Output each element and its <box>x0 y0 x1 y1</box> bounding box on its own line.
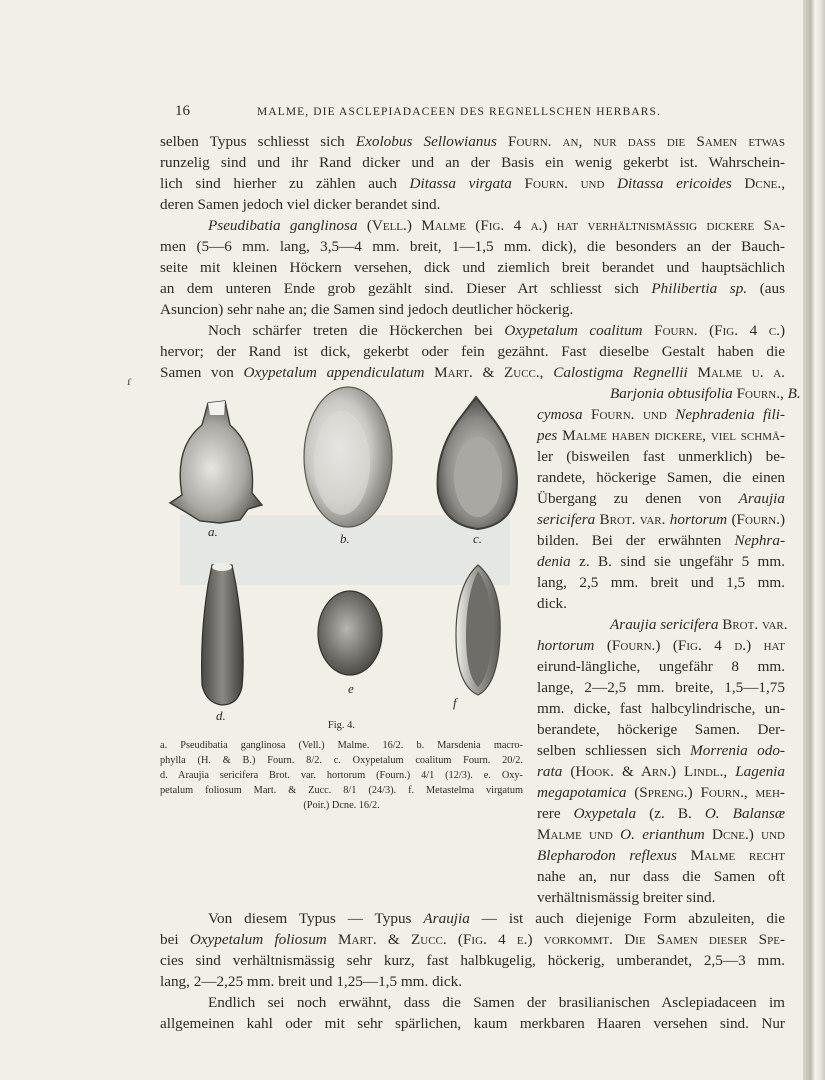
book-spine-edge <box>803 0 825 1080</box>
figure-caption-line: phylla (H. & B.) Fourn. 8/2. c. Oxypetalum coalitum Fourn. 20/2. <box>160 755 523 766</box>
figure-caption-line: (Poir.) Dcne. 16/2. <box>303 800 380 811</box>
text-line: bei Oxypetalum foliosum Mart. & Zucc. (Fig. 4 e.) vorkommt. Die Samen dieser Spe- <box>160 931 785 948</box>
running-title: MALME, DIE ASCLEPIADACEEN DES REGNELLSCHEN HERBARS. <box>257 106 661 118</box>
text-line: cymosa Fourn. und Nephradenia fili- <box>537 406 785 423</box>
text-line: pes Malme haben dickere, viel schmä- <box>537 427 785 444</box>
text-line: dick. <box>537 595 567 612</box>
text-line: Malme und O. erianthum Dcne.) und <box>537 826 785 843</box>
running-header <box>175 103 785 123</box>
seed-figure <box>160 385 530 725</box>
figure-label-f: f <box>453 695 457 710</box>
seed-e-illustration <box>318 591 382 675</box>
seed-b-illustration <box>304 387 392 527</box>
text-line: Samen von Oxypetalum appendiculatum Mart. & Zucc., Calostigma Regnellii Malme u. a. <box>160 364 785 381</box>
text-line: an dem unteren Ende grob gezählt sind. Dieser Art schliesst sich Philibertia sp. (aus <box>160 280 785 297</box>
text-line: selben schliessen sich Morrenia odo- <box>537 742 785 759</box>
text-line: lang, 2—2,25 mm. breit und 1,25—1,5 mm. dick. <box>160 973 463 990</box>
text-line: eirund-längliche, ungefähr 8 mm. <box>537 658 785 675</box>
text-line: rata (Hook. & Arn.) Lindl., Lagenia <box>537 763 785 780</box>
text-line: Asuncion) sehr nahe an; die Samen sind jedoch deutlicher höckerig. <box>160 301 574 318</box>
text-line: mm. dicke, fast halbcylindrische, un- <box>537 700 785 717</box>
text-line: selben Typus schliesst sich Exolobus Sellowianus Fourn. an, nur dass die Samen etwas <box>160 133 785 150</box>
text-line: randete, höckerige Samen, die einen <box>537 469 785 486</box>
text-line: Übergang zu denen von Araujia <box>537 490 785 507</box>
seed-a-illustration <box>170 401 262 523</box>
text-line: bilden. Bei der erwähnten Nephra- <box>537 532 785 549</box>
figure-label-b: b. <box>340 531 350 546</box>
text-line: sericifera Brot. var. hortorum (Fourn.) <box>537 511 785 528</box>
text-line: Von diesem Typus — Typus Araujia — ist auch diejenige Form abzuleiten, die <box>208 910 785 927</box>
text-line: runzelig sind und ihr Rand dicker und an der Basis ein wenig gekerbt ist. Wahrschein- <box>160 154 785 171</box>
text-line: Araujia sericifera Brot. var. <box>610 616 788 633</box>
text-line: hervor; der Rand ist dick, gekerbt oder fein gezähnt. Fast dieselbe Gestalt haben die <box>160 343 785 360</box>
text-line: allgemeinen kahl oder mit sehr spärlichen, kaum merkbaren Haaren versehen sind. Nur <box>160 1015 785 1032</box>
text-line: denia z. B. sind sie ungefähr 5 mm. <box>537 553 785 570</box>
text-line: nahe an, nur dass die Samen oft <box>537 868 785 885</box>
text-line: Barjonia obtusifolia Fourn., B. <box>610 385 801 402</box>
page-number: 16 <box>175 103 190 119</box>
text-line: hortorum (Fourn.) (Fig. 4 d.) hat <box>537 637 785 654</box>
text-line: Endlich sei noch erwähnt, dass die Samen der brasilianischen Asclepiadaceen im <box>208 994 785 1011</box>
text-line: rere Oxypetala (z. B. O. Balansæ <box>537 805 785 822</box>
text-line: Pseudibatia ganglinosa (Vell.) Malme (Fig. 4 a.) hat verhältnismässig dickere Sa- <box>208 217 785 234</box>
figure-label-c: c. <box>473 531 483 546</box>
text-line: ler (bisweilen fast unmerklich) be- <box>537 448 785 465</box>
figure-caption-line: petalum foliosum Mart. & Zucc. 8/1 (24/3). f. Metastelma virgatum <box>160 785 523 796</box>
figure-label-d: d. <box>216 708 226 723</box>
text-line: berandete, höckerige Samen. Der- <box>537 721 785 738</box>
text-line: lang, 2,5 mm. breit und 1,5 mm. <box>537 574 785 591</box>
margin-mark: ɾ <box>127 374 132 389</box>
text-line: men (5—6 mm. lang, 3,5—4 mm. breit, 1—1,5 mm. dick), die besonders an der Bauch- <box>160 238 785 255</box>
seed-c-illustration <box>438 397 517 529</box>
figure-caption-line: d. Araujia sericifera Brot. var. hortorum (Fourn.) 4/1 (12/3). e. Oxy- <box>160 770 523 781</box>
text-line: verhältnismässig breiter sind. <box>537 889 716 906</box>
text-line: seite mit kleinen Höckern versehen, dick und ziemlich breit berandet und hauptsächlich <box>160 259 785 276</box>
text-line: megapotamica (Spreng.) Fourn., meh- <box>537 784 785 801</box>
figure-title: Fig. 4. <box>327 720 356 731</box>
text-line: deren Samen jedoch viel dicker berandet sind. <box>160 196 441 213</box>
figure-label-e: e <box>348 681 354 696</box>
figure-label-a: a. <box>208 524 218 539</box>
figure-caption-line: a. Pseudibatia ganglinosa (Vell.) Malme. 16/2. b. Marsdenia macro- <box>160 740 523 751</box>
text-line: Noch schärfer treten die Höckerchen bei Oxypetalum coalitum Fourn. (Fig. 4 c.) <box>208 322 786 339</box>
text-line: Blepharodon reflexus Malme recht <box>537 847 785 864</box>
text-line: lich sind hierher zu zählen auch Ditassa virgata Fourn. und Ditassa ericoides Dcne., <box>160 175 785 192</box>
text-line: lange, 2—2,5 mm. breite, 1,5—1,75 <box>537 679 785 696</box>
text-line: cies sind verhältnismässig sehr kurz, fast halbkugelig, höckerig, umberandet, 2,5—3 mm. <box>160 952 785 969</box>
